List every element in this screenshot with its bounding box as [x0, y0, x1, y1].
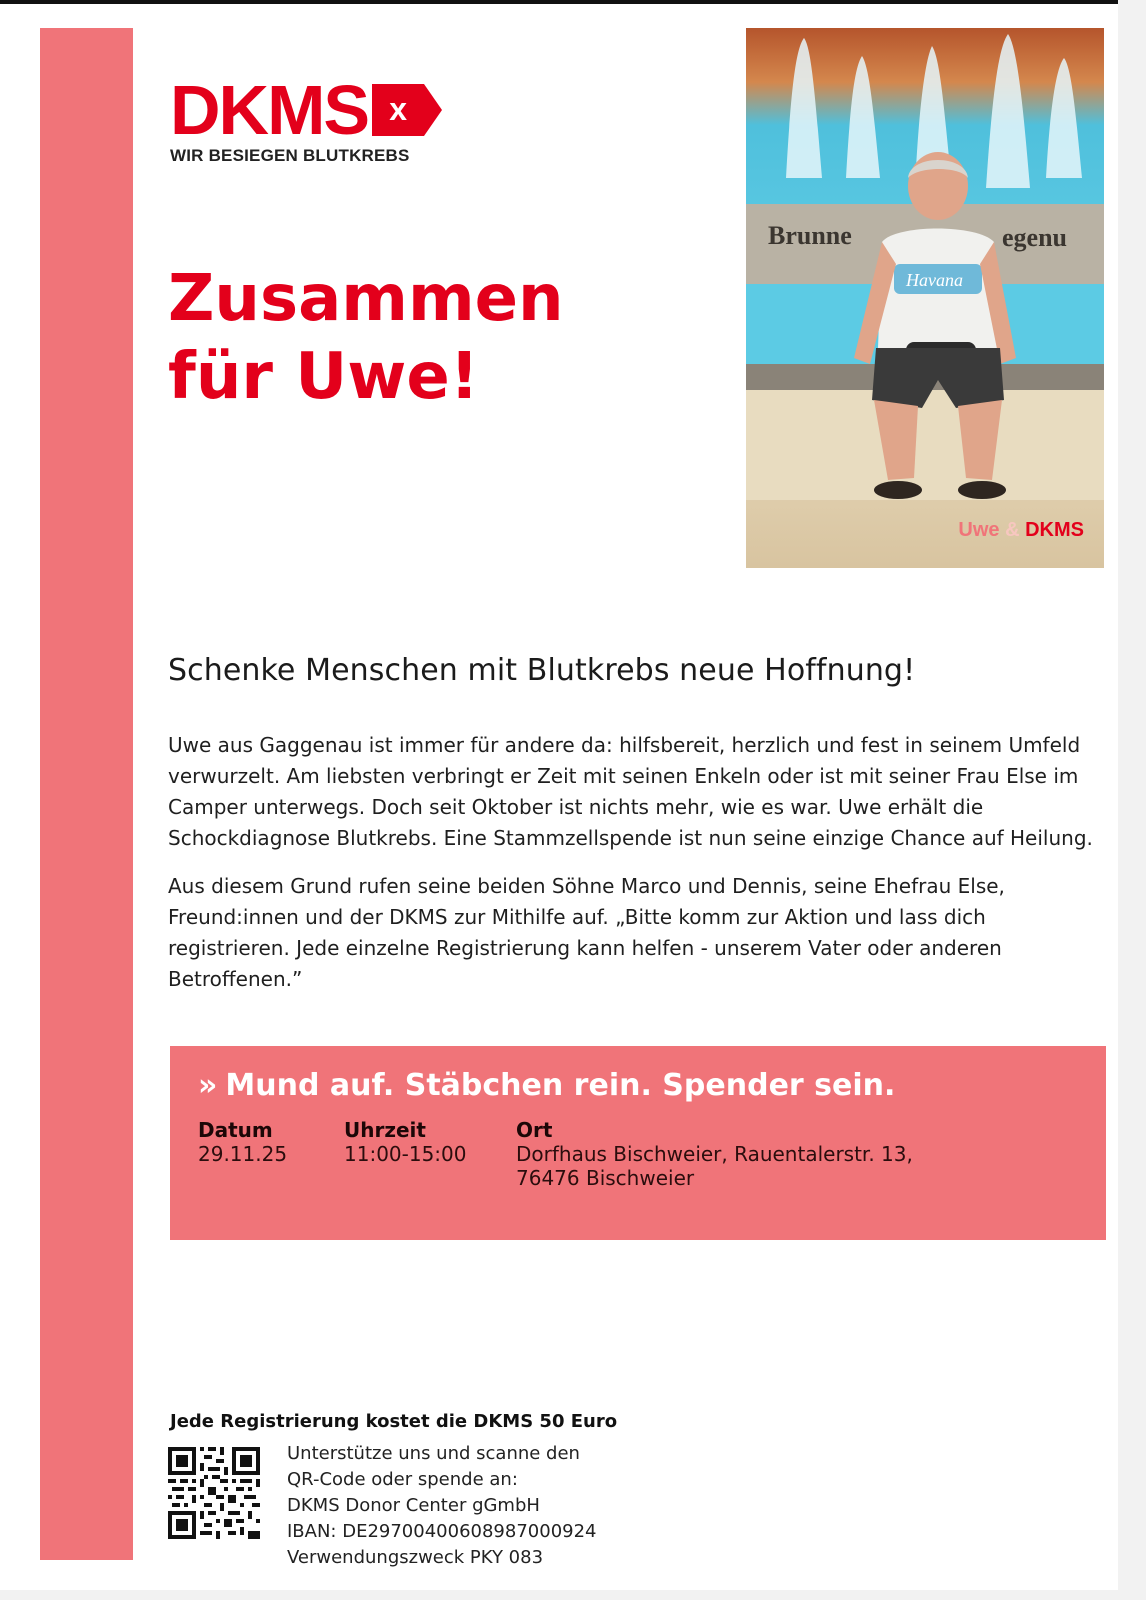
chevron-right-icon: » [198, 1068, 214, 1103]
date-label: Datum [198, 1118, 273, 1142]
body-text [168, 730, 1098, 1012]
photo-illustration [746, 28, 1104, 568]
event-date [198, 1118, 287, 1166]
side-accent-bar [40, 28, 133, 1560]
place-line-2: 76476 Bischweier [516, 1166, 695, 1190]
place-line-1: Dorfhaus Bischweier, Rauentalerstr. 13, [516, 1142, 913, 1166]
svg-text:Brunne: Brunne [768, 221, 852, 250]
donation-line-2: QR-Code oder spende an: [287, 1469, 518, 1490]
svg-text:Havana: Havana [906, 270, 963, 290]
logo-wordmark: DKMS [170, 71, 369, 149]
donation-reference: Verwendungszweck PKY 083 [287, 1547, 544, 1568]
headline-line-1: Zusammen [168, 262, 564, 336]
donation-recipient: DKMS Donor Center gGmbH [287, 1495, 540, 1516]
body-paragraph-1: Uwe aus Gaggenau ist immer für andere da: hilfsbereit, herzlich und fest in seinem Umfeld verwurzelt. Am liebsten verbringt er Zeit mit seinen Enkeln oder ist mit seiner Frau Else im Camper unterwegs. Doch seit Oktober ist nichts mehr, wie es war. Uwe erhält die Schockdiagnose Blutkrebs. Eine Stammzellspende ist nun seine einzige Chance auf Heilung. [168, 733, 1093, 850]
time-label: Uhrzeit [344, 1118, 426, 1142]
dkms-logo [170, 71, 424, 149]
headline-line-2: für Uwe! [168, 340, 479, 414]
subheadline: Schenke Menschen mit Blutkrebs neue Hoffnung! [168, 653, 916, 688]
body-paragraph-2: Aus diesem Grund rufen seine beiden Söhne Marco und Dennis, seine Ehefrau Else, Freund:innen und der DKMS zur Mithilfe auf. „Bitte komm zur Aktion und lass dich registrieren. Jede einzelne Registrierung kann helfen - unserem Vater oder anderen Betroffenen.” [168, 874, 1005, 991]
logo-tagline: WIR BESIEGEN BLUTKREBS [170, 146, 410, 165]
svg-text:egenu: egenu [1002, 223, 1067, 252]
event-time [344, 1118, 467, 1166]
donation-iban: IBAN: DE29700400608987000924 [287, 1521, 597, 1542]
event-title [198, 1066, 895, 1106]
event-slogan: Mund auf. Stäbchen rein. Spender sein. [225, 1068, 896, 1103]
time-value: 11:00-15:00 [344, 1142, 467, 1166]
photo-caption: Uwe & DKMS [958, 519, 1084, 541]
donation-info [287, 1441, 597, 1571]
qr-code-icon [168, 1447, 260, 1539]
event-info-box [170, 1046, 1106, 1240]
bottom-margin [0, 1590, 1146, 1600]
right-margin [1118, 0, 1146, 1600]
donation-line-1: Unterstütze uns und scanne den [287, 1443, 580, 1464]
top-border [0, 0, 1146, 4]
donation-qr-code[interactable] [168, 1447, 260, 1539]
portrait-photo [746, 28, 1104, 568]
donation-cost-title: Jede Registrierung kostet die DKMS 50 Euro [170, 1411, 618, 1432]
place-label: Ort [516, 1118, 553, 1142]
page-headline [168, 260, 564, 416]
date-value: 29.11.25 [198, 1142, 288, 1166]
event-place [516, 1118, 913, 1190]
logo-x-icon: x [372, 84, 424, 136]
